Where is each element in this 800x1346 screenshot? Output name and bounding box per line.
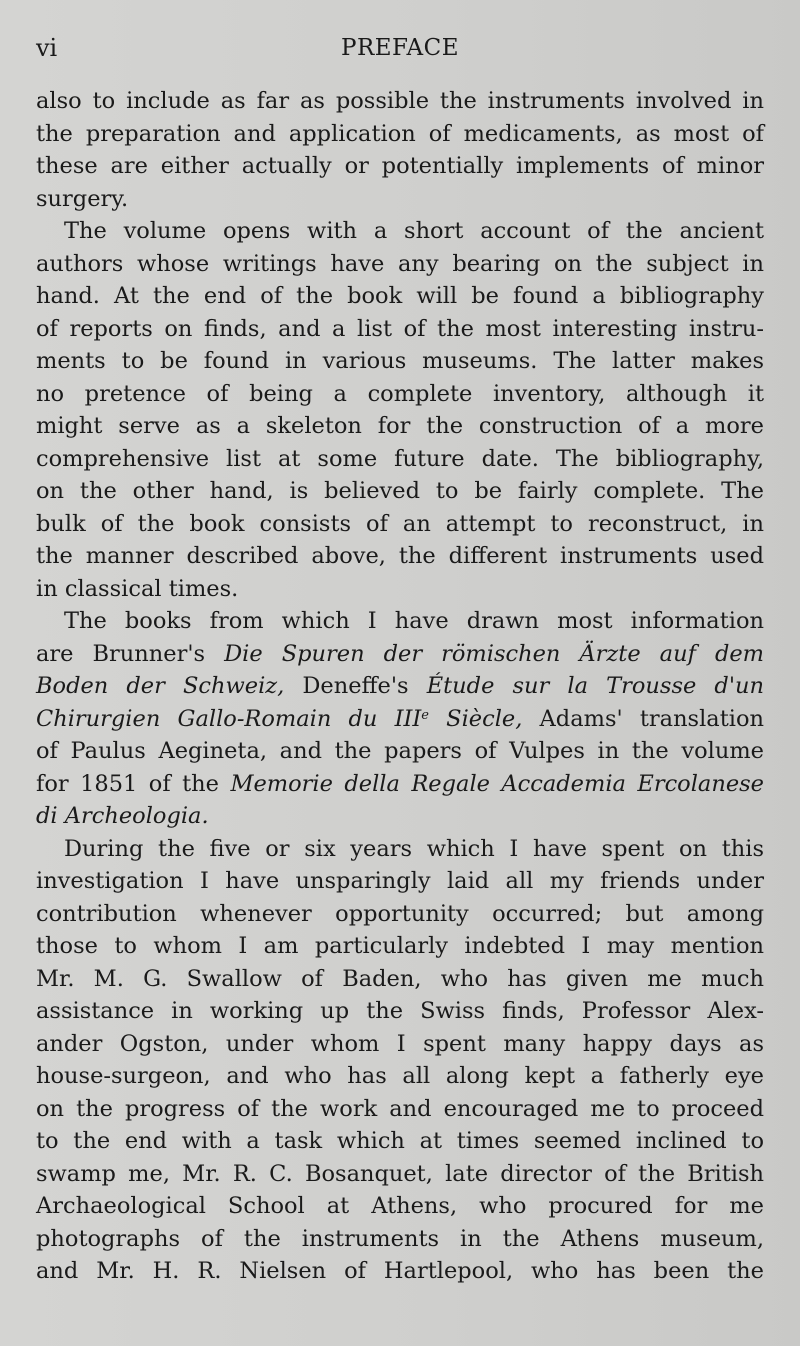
text-segment: Archaeological School at Athens, who procured for me bbox=[36, 1193, 764, 1219]
text-segment: to the end with a task which at times seemed inclined to bbox=[36, 1128, 764, 1154]
text-line bbox=[36, 1060, 764, 1093]
text-segment: assistance in working up the Swiss finds, Professor Alex- bbox=[36, 998, 764, 1024]
text-line bbox=[36, 865, 764, 898]
text-segment: the preparation and application of medicaments, as most of bbox=[36, 120, 764, 147]
text-line bbox=[36, 118, 764, 151]
text-line bbox=[36, 150, 764, 183]
text-segment: on the other hand, is believed to be fairly complete. The bbox=[36, 478, 764, 504]
text-segment: no pretence of being a complete inventory, although it bbox=[36, 380, 764, 407]
text-segment: surgery. bbox=[36, 185, 129, 212]
running-head bbox=[36, 30, 764, 66]
text-segment: of reports on finds, and a list of the most interesting instru- bbox=[36, 315, 764, 342]
text-segment: house-surgeon, and who has all along kept a fatherly eye bbox=[36, 1063, 764, 1089]
text-line bbox=[36, 670, 764, 703]
text-line bbox=[36, 183, 764, 216]
text-segment: contribution whenever opportunity occurred; but among bbox=[36, 900, 764, 927]
text-line bbox=[36, 573, 764, 606]
text-segment: Adams' translation bbox=[522, 705, 764, 732]
text-segment: also to include as far as possible the instruments involved in bbox=[36, 88, 764, 114]
text-line bbox=[36, 605, 764, 638]
text-segment: swamp me, Mr. R. C. Bosanquet, late director of the British bbox=[36, 1160, 764, 1187]
text-line bbox=[36, 85, 764, 118]
text-line bbox=[36, 768, 764, 801]
text-segment: are Brunner's bbox=[36, 640, 225, 667]
text-line bbox=[36, 215, 764, 248]
text-line bbox=[36, 703, 764, 736]
text-line bbox=[36, 475, 764, 508]
text-segment: investigation I have unsparingly laid all my friends under bbox=[36, 868, 764, 894]
text-line bbox=[36, 248, 764, 281]
italic-title: Memorie della Regale Accademia Ercolanese bbox=[230, 770, 764, 797]
text-line bbox=[36, 1255, 764, 1288]
text-line bbox=[36, 508, 764, 541]
text-line bbox=[36, 963, 764, 996]
text-segment: in classical times. bbox=[36, 575, 239, 602]
italic-title: Étude sur la Trousse d'un bbox=[426, 673, 765, 699]
text-segment: of Paulus Aegineta, and the papers of Vulpes in the volume bbox=[36, 738, 764, 764]
text-segment: authors whose writings have any bearing on the subject in bbox=[36, 250, 764, 277]
text-line bbox=[36, 800, 764, 833]
italic-title: Chirurgien Gallo-Romain du III bbox=[36, 705, 422, 732]
text-segment: The books from which I have drawn most information bbox=[64, 608, 764, 634]
text-segment: The volume opens with a short account of the ancient bbox=[64, 218, 764, 244]
page-number: vi bbox=[36, 34, 58, 62]
text-segment: comprehensive list at some future date. The bibliography, bbox=[36, 445, 764, 472]
text-line bbox=[36, 898, 764, 931]
running-title: PREFACE bbox=[340, 35, 460, 61]
text-line bbox=[36, 1190, 764, 1223]
text-line bbox=[36, 1028, 764, 1061]
text-segment: Deneffe's bbox=[284, 673, 427, 699]
text-segment: During the five or six years which I have spent on this bbox=[64, 835, 764, 862]
text-segment: ments to be found in various museums. The latter makes bbox=[36, 348, 764, 374]
text-segment: bulk of the book consists of an attempt to reconstruct, in bbox=[36, 510, 764, 537]
text-line bbox=[36, 1125, 764, 1158]
text-line bbox=[36, 345, 764, 378]
italic-title: Boden der Schweiz, bbox=[36, 673, 285, 699]
text-line bbox=[36, 378, 764, 411]
text-segment: photographs of the instruments in the Athens museum, bbox=[36, 1225, 764, 1252]
text-line bbox=[36, 995, 764, 1028]
text-line bbox=[36, 1093, 764, 1126]
text-line bbox=[36, 540, 764, 573]
text-segment: might serve as a skeleton for the construction of a more bbox=[36, 413, 764, 439]
italic-title: Die Spuren der römischen Ärzte auf dem bbox=[224, 640, 764, 667]
italic-title: di Archeologia. bbox=[36, 803, 209, 829]
text-line bbox=[36, 280, 764, 313]
italic-title: Siècle, bbox=[428, 705, 523, 732]
text-line bbox=[36, 638, 764, 671]
text-line bbox=[36, 410, 764, 443]
text-line bbox=[36, 833, 764, 866]
text-line bbox=[36, 735, 764, 768]
text-line bbox=[36, 1223, 764, 1256]
text-line bbox=[36, 1158, 764, 1191]
text-line bbox=[36, 930, 764, 963]
superscript: e bbox=[421, 707, 429, 723]
text-segment: the manner described above, the different instruments used bbox=[36, 543, 764, 569]
text-segment: hand. At the end of the book will be found a bibliography bbox=[36, 283, 764, 309]
text-segment: on the progress of the work and encouraged me to proceed bbox=[36, 1095, 764, 1122]
text-segment: for 1851 of the bbox=[36, 770, 231, 797]
text-segment: and Mr. H. R. Nielsen of Hartlepool, who has been the bbox=[36, 1258, 764, 1284]
text-segment: these are either actually or potentially implements of minor bbox=[36, 153, 764, 179]
text-segment: those to whom I am particularly indebted I may mention bbox=[36, 933, 764, 959]
body-text bbox=[36, 85, 764, 1288]
text-segment: ander Ogston, under whom I spent many happy days as bbox=[36, 1030, 764, 1057]
text-line bbox=[36, 313, 764, 346]
text-segment: Mr. M. G. Swallow of Baden, who has given me much bbox=[36, 965, 764, 992]
text-line bbox=[36, 443, 764, 476]
